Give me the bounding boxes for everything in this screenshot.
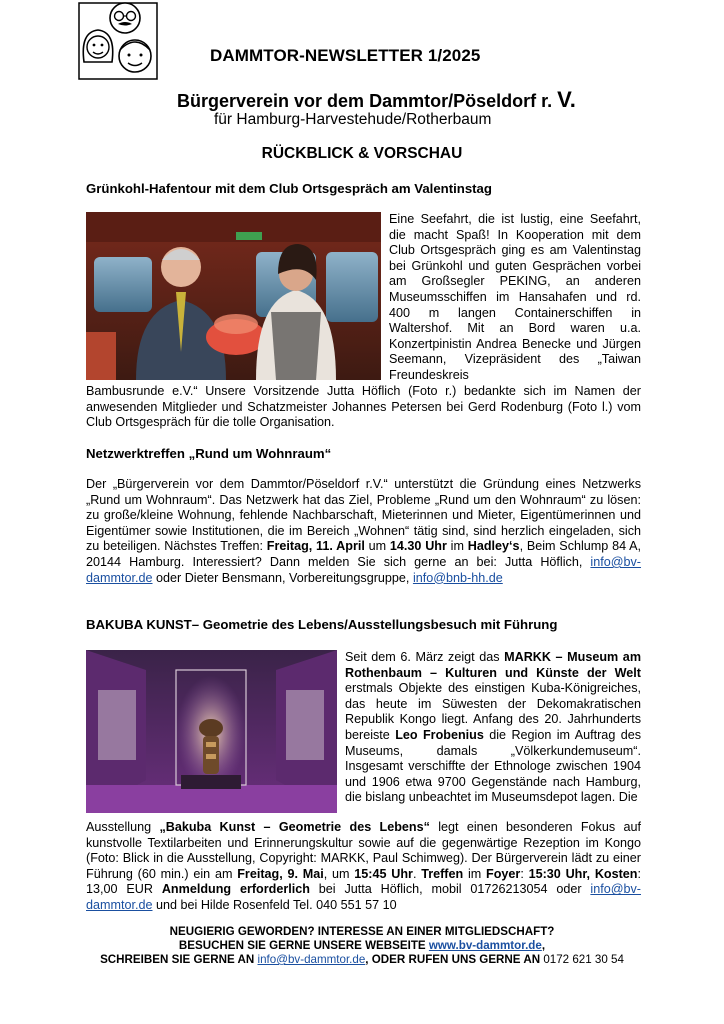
- meeting-time-cost: 15:30 Uhr, Kosten: [528, 866, 638, 881]
- section-heading: RÜCKBLICK & VORSCHAU: [261, 145, 463, 162]
- meeting-label: Treffen: [421, 866, 464, 881]
- meeting-time: 14.30 Uhr: [389, 539, 447, 554]
- article3-heading: BAKUBA KUNST– Geometrie des Lebens/Ausstellungsbesuch mit Führung: [86, 617, 558, 632]
- article3-text-part2: erstmals Objekte des einstigen Kuba-Königreiches, das heute im Süwesten der Dekomakratischen Republik Kongo liegt. Anfang des 20. Jahrhunderts bereiste: [345, 681, 641, 742]
- exhibition-photo: [86, 650, 337, 813]
- museum-name: MARKK – Museum am Rothenbaum – Kulturen und Künste der Welt: [345, 650, 642, 680]
- footer-line3-text: SCHREIBEN SIE GERNE AN: [100, 953, 255, 966]
- tour-date: Freitag, 9. Mai: [237, 866, 324, 881]
- email-link-registration[interactable]: info@bv-dammtor.de: [86, 882, 641, 912]
- article2-text-part5: oder Dieter Bensmann, Vorbereitungsgruppe,: [156, 570, 410, 585]
- article3-text-part7: .: [412, 866, 417, 881]
- article1-heading: Grünkohl-Hafentour mit dem Club Ortsgespräch am Valentinstag: [86, 181, 492, 196]
- article3-text-part11: bei Jutta Höflich, mobil 01726213054 oder: [318, 882, 582, 897]
- email-link-bv-dammtor[interactable]: info@bv-dammtor.de: [86, 554, 642, 585]
- person-name: Leo Frobenius: [395, 727, 484, 742]
- footer-line1: NEUGIERIG GEWORDEN? INTERESSE AN EINER MITGLIEDSCHAFT?: [169, 925, 555, 938]
- foyer-label: Foyer: [486, 866, 521, 881]
- article2-heading: Netzwerktreffen „Rund um Wohnraum“: [86, 446, 332, 461]
- association-logo-icon: [78, 2, 158, 80]
- harbour-tour-photo: [86, 212, 381, 380]
- article3-text-continued: [86, 820, 641, 914]
- newsletter-title: DAMMTOR-NEWSLETTER 1/2025: [210, 46, 481, 65]
- article2-text-part1: Der „Bürgerverein vor dem Dammtor/Pöseldorf r.V.“ unterstützt die Gründung eines Netzwerks „Rund um Wohnraum“. Das Netzwerk hat das Ziel, Probleme „Rund um den Wohnraum“ zu lösen: zu große/kleine Wohnung, fehlende Nachbarschaft, Mieterinnen und Mieter, Eigentümerinnen und Eigentümer sowie Institutionen, die im Bereich „Wohnen“ tätig sind, sind herzlich eingeladen, sich zu beteiligen. Nächstes Treffen:: [86, 477, 641, 554]
- footer-line3-text2: , ODER RUFEN UNS GERNE AN: [365, 953, 541, 966]
- article2-text-part4: , Beim Schlump 84 A, 20144 Hamburg. Interessiert? Dann melden Sie sich gerne an bei: Jutta Höflich,: [86, 539, 642, 569]
- footer-line2: [60, 939, 664, 953]
- meeting-date: Freitag, 11. April: [266, 539, 365, 554]
- tour-time: 15:45 Uhr: [354, 866, 413, 881]
- footer-line3: [60, 953, 664, 967]
- article2-text: [86, 477, 641, 586]
- article3-text-part12: und bei Hilde Rosenfeld Tel. 040 551 57 10: [156, 897, 397, 912]
- footer-email-link[interactable]: info@bv-dammtor.de: [257, 953, 366, 966]
- article3-text-part6: , um: [323, 866, 350, 881]
- footer-line2-text: BESUCHEN SIE GERNE UNSERE WEBSEITE: [178, 939, 426, 952]
- article3-text-part8: im: [467, 866, 482, 881]
- organization-name: [177, 87, 576, 113]
- footer-phone: 0172 621 30 54: [543, 953, 624, 966]
- article3-text-column: [345, 650, 641, 806]
- article2-text-part2: um: [368, 539, 387, 554]
- meeting-venue: Hadley‘s: [467, 539, 520, 554]
- article3-text-part3: die Region im Auftrag des Museums, damals „Völkerkundemuseum“. Insgesamt verschiffte der Ethnologe zwischen 1904 und 1906 etwa 9700 Gegenstände nach Hamburg, die bislang unbeachtet im Museumsdepot lagen. Die: [345, 727, 642, 805]
- organization-subtitle: für Hamburg-Harvestehude/Rotherbaum: [214, 111, 492, 128]
- registration-required: Anmeldung erforderlich: [161, 882, 310, 897]
- organization-name-main: Bürgerverein vor dem Dammtor/Pöseldorf r.: [177, 91, 553, 111]
- website-link[interactable]: www.bv-dammtor.de: [428, 939, 542, 952]
- organization-name-suffix: V.: [557, 87, 576, 112]
- article1-text-continued: Bambusrunde e.V.“ Unsere Vorsitzende Jutta Höflich (Foto r.) bedankte sich im Namen der anwesenden Mitglieder und Schatzmeister Johannes Petersen bei Gerd Rodenburg (Foto l.) vom Club Ortsgespräch für die tolle Organisation.: [86, 384, 641, 430]
- exhibition-title: „Bakuba Kunst – Geometrie des Lebens“: [159, 820, 430, 834]
- article3-text-part5: legt einen besonderen Fokus auf kunstvolle Textilarbeiten und Erinnerungskultur sowie auf die gegenwärtige Rezeption im Kongo (Foto: Blick in die Ausstellung, Copyright: MARKK, Paul Schimweg). Der Bürgerverein lädt zu einer Führung (60 min.) ein am: [86, 820, 641, 881]
- article2-text-part3: im: [450, 539, 464, 554]
- article1-text-column: Eine Seefahrt, die ist lustig, eine Seefahrt, die macht Spaß! In Kooperation mit dem Club Ortsgespräch ging es am Valentinstag bei Grünkohl und guten Gesprächen vorbei am Großsegler PEKING, an anderen Museumsschiffen im Hansahafen und rd. 400 m langen Containerschiffen in Waltershof. Mit an Bord waren u.a. Konzertpinistin Andrea Benecke und Jürgen Seemann, Vizepräsident des „Taiwan Freundeskreis: [389, 212, 641, 382]
- article3-text-part4: Ausstellung: [86, 820, 152, 834]
- footer-line2-punct: ,: [541, 939, 546, 952]
- footer: [60, 925, 664, 967]
- article3-text-part10: : 13,00 EUR: [86, 866, 642, 897]
- article3-text-part1: Seit dem 6. März zeigt das: [345, 650, 500, 664]
- article3-text-part9: :: [520, 866, 524, 881]
- email-link-bnb-hh[interactable]: info@bnb-hh.de: [412, 570, 503, 585]
